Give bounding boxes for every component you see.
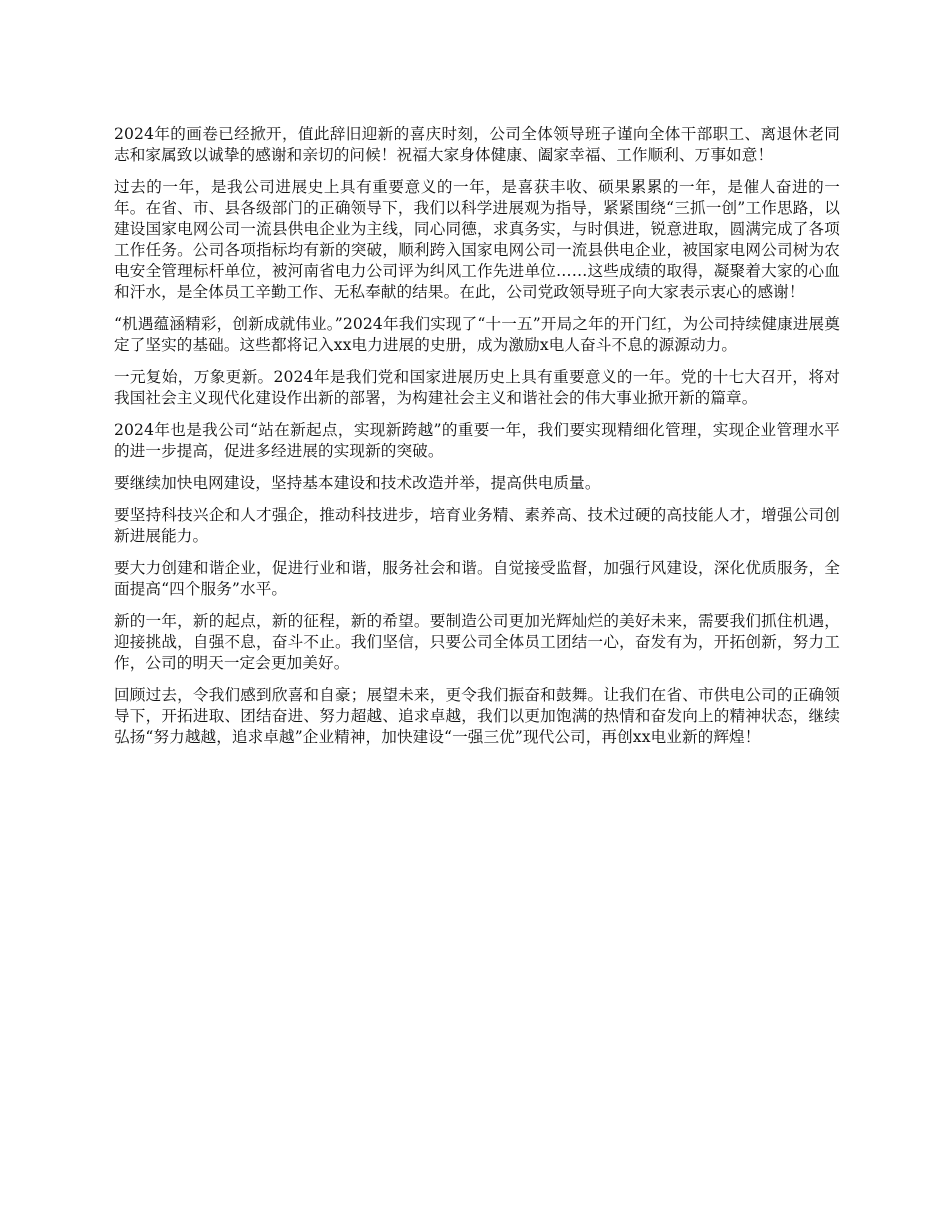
paragraph-3: “机遇蕴涵精彩，创新成就伟业。”2024年我们实现了“十一五”开局之年的开门红，为公司持续健康进展奠定了坚实的基础。这些都将记入xx电力进展的史册，成为激励x电人奋斗不息的源源动力。 — [114, 315, 840, 354]
paragraph-1: 2024年的画卷已经掀开，值此辞旧迎新的喜庆时刻，公司全体领导班子谨向全体干部职工、离退休老同志和家属致以诚挚的感谢和亲切的问候！祝福大家身体健康、阖家幸福、工作顺利、万事如意！ — [114, 125, 840, 164]
paragraph-6: 要继续加快电网建设，坚持基本建设和技术改造并举，提高供电质量。 — [114, 474, 601, 492]
paragraph-7: 要坚持科技兴企和人才强企，推动科技进步，培育业务精、素养高、技术过硬的高技能人才，增强公司创新进展能力。 — [114, 506, 840, 545]
paragraph-10: 回顾过去，令我们感到欣喜和自豪；展望未来，更令我们振奋和鼓舞。让我们在省、市供电公司的正确领导下，开拓进取、团结奋进、努力超越、追求卓越，我们以更加饱满的热情和奋发向上的精神状态，继续弘扬“努力越越，追求卓越”企业精神，加快建设“一强三优”现代公司，再创xx电业新的辉煌！ — [114, 686, 840, 746]
paragraph-9: 新的一年，新的起点，新的征程，新的希望。要制造公司更加光辉灿烂的美好未来，需要我们抓住机遇，迎接挑战，自强不息，奋斗不止。我们坚信，只要公司全体员工团结一心，奋发有为，开拓创新，努力工作，公司的明天一定会更加美好。 — [114, 612, 840, 672]
paragraph-2: 过去的一年，是我公司进展史上具有重要意义的一年，是喜获丰收、硕果累累的一年，是催人奋进的一年。在省、市、县各级部门的正确领导下，我们以科学进展观为指导，紧紧围绕“三抓一创”工作思路，以建设国家电网公司一流县供电企业为主线，同心同德，求真务实，与时俱进，锐意进取，圆满完成了各项工作任务。公司各项指标均有新的突破，顺利跨入国家电网公司一流县供电企业，被国家电网公司树为农电安全管理标杆单位，被河南省电力公司评为纠风工作先进单位……这些成绩的取得，凝聚着大家的心血和汗水，是全体员工辛勤工作、无私奉献的结果。在此，公司党政领导班子向大家表示衷心的感谢！ — [114, 178, 840, 301]
paragraph-5: 2024年也是我公司“站在新起点，实现新跨越”的重要一年，我们要实现精细化管理，实现企业管理水平的进一步提高，促进多经进展的实现新的突破。 — [114, 421, 840, 460]
document-body — [114, 124, 840, 748]
paragraph-8: 要大力创建和谐企业，促进行业和谐，服务社会和谐。自觉接受监督，加强行风建设，深化优质服务，全面提高“四个服务”水平。 — [114, 559, 840, 598]
paragraph-4: 一元复始，万象更新。2024年是我们党和国家进展历史上具有重要意义的一年。党的十七大召开，将对我国社会主义现代化建设作出新的部署，为构建社会主义和谐社会的伟大事业掀开新的篇章。 — [114, 368, 840, 407]
